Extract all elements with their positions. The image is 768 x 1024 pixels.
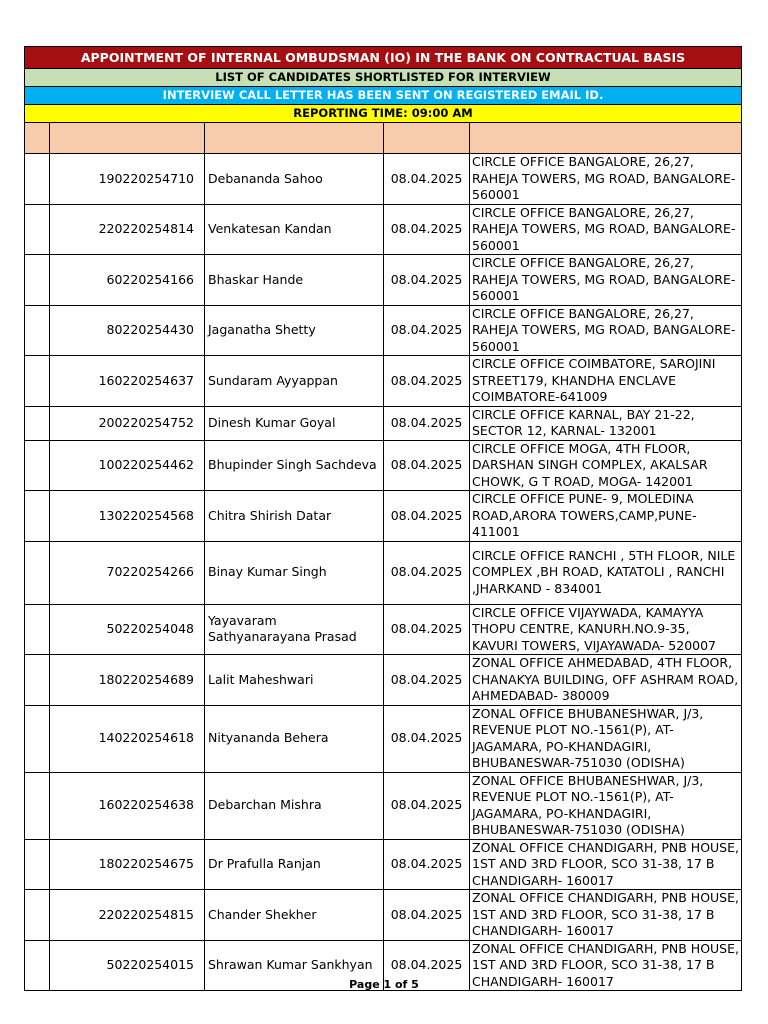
sheet-title: APPOINTMENT OF INTERNAL OMBUDSMAN (IO) IN THE BANK ON CONTRACTUAL BASIS [24,46,742,68]
interview-venue: ZONAL OFFICE AHMEDABAD, 4TH FLOOR, CHANAKYA BUILDING, OFF ASHRAM ROAD, AHMEDABAD- 380009 [470,655,742,706]
interview-venue: CIRCLE OFFICE BANGALORE, 26,27, RAHEJA TOWERS, MG ROAD, BANGALORE- 560001 [470,305,742,356]
application-number: 220220254814 [50,204,205,255]
candidate-name: Chander Shekher [205,890,384,941]
interview-date: 08.04.2025 [384,772,470,839]
row-spacer [25,604,50,655]
interview-venue: ZONAL OFFICE BHUBANESHWAR, J/3, REVENUE PLOT NO.-1561(P), AT-JAGAMARA, PO-KHANDAGIRI, BHUBANESWAR-751030 (ODISHA) [470,705,742,772]
interview-venue: CIRCLE OFFICE MOGA, 4TH FLOOR, DARSHAN SINGH COMPLEX, AKALSAR CHOWK, G T ROAD, MOGA- 142001 [470,440,742,491]
table-row [25,772,742,839]
table-row [25,839,742,890]
interview-venue: CIRCLE OFFICE KARNAL, BAY 21-22, SECTOR 12, KARNAL- 132001 [470,406,742,440]
candidate-name: Venkatesan Kandan [205,204,384,255]
table-row [25,491,742,542]
application-number: 100220254462 [50,440,205,491]
candidate-name: Bhaskar Hande [205,255,384,306]
interview-date: 08.04.2025 [384,406,470,440]
interview-date: 08.04.2025 [384,491,470,542]
interview-venue: ZONAL OFFICE BHUBANESHWAR, J/3, REVENUE PLOT NO.-1561(P), AT-JAGAMARA, PO-KHANDAGIRI, BHUBANESWAR-751030 (ODISHA) [470,772,742,839]
table-row [25,655,742,706]
interview-venue: CIRCLE OFFICE RANCHI , 5TH FLOOR, NILE COMPLEX ,BH ROAD, KATATOLI , RANCHI ,JHARKAND - 834001 [470,541,742,604]
application-number: 130220254568 [50,491,205,542]
interview-date: 08.04.2025 [384,154,470,205]
interview-venue: CIRCLE OFFICE VIJAYWADA, KAMAYYA THOPU CENTRE, KANURH.NO.9-35, KAVURI TOWERS, VIJAYAWADA- 520007 [470,604,742,655]
blank-header-row [25,123,742,154]
interview-date: 08.04.2025 [384,655,470,706]
table-row [25,255,742,306]
row-spacer [25,406,50,440]
interview-venue: CIRCLE OFFICE BANGALORE, 26,27, RAHEJA TOWERS, MG ROAD, BANGALORE- 560001 [470,154,742,205]
interview-date: 08.04.2025 [384,305,470,356]
table-row [25,705,742,772]
application-number: 190220254710 [50,154,205,205]
table-row [25,541,742,604]
interview-venue: CIRCLE OFFICE BANGALORE, 26,27, RAHEJA TOWERS, MG ROAD, BANGALORE- 560001 [470,204,742,255]
application-number: 70220254266 [50,541,205,604]
row-spacer [25,305,50,356]
table-row [25,305,742,356]
table-row [25,890,742,941]
candidate-name: Lalit Maheshwari [205,655,384,706]
row-spacer [25,204,50,255]
candidate-name: Yayavaram Sathyanarayana Prasad [205,604,384,655]
interview-date: 08.04.2025 [384,204,470,255]
candidate-name: Jaganatha Shetty [205,305,384,356]
table-row [25,440,742,491]
candidate-name: Debarchan Mishra [205,772,384,839]
interview-venue: CIRCLE OFFICE PUNE- 9, MOLEDINA ROAD,ARORA TOWERS,CAMP,PUNE- 411001 [470,491,742,542]
interview-venue: ZONAL OFFICE CHANDIGARH, PNB HOUSE, 1ST AND 3RD FLOOR, SCO 31-38, 17 B CHANDIGARH- 160017 [470,890,742,941]
interview-date: 08.04.2025 [384,604,470,655]
application-number: 160220254637 [50,356,205,407]
application-number: 180220254689 [50,655,205,706]
interview-date: 08.04.2025 [384,839,470,890]
application-number: 200220254752 [50,406,205,440]
interview-venue: ZONAL OFFICE CHANDIGARH, PNB HOUSE, 1ST AND 3RD FLOOR, SCO 31-38, 17 B CHANDIGARH- 160017 [470,940,742,991]
candidate-table [24,122,742,991]
row-spacer [25,491,50,542]
interview-date: 08.04.2025 [384,890,470,941]
reporting-time: REPORTING TIME: 09:00 AM [24,104,742,122]
interview-date: 08.04.2025 [384,356,470,407]
row-spacer [25,772,50,839]
sheet-subtitle: LIST OF CANDIDATES SHORTLISTED FOR INTERVIEW [24,68,742,86]
row-spacer [25,541,50,604]
interview-venue: CIRCLE OFFICE BANGALORE, 26,27, RAHEJA TOWERS, MG ROAD, BANGALORE- 560001 [470,255,742,306]
row-spacer [25,705,50,772]
application-number: 140220254618 [50,705,205,772]
email-notice: INTERVIEW CALL LETTER HAS BEEN SENT ON REGISTERED EMAIL ID. [24,86,742,104]
row-spacer [25,255,50,306]
application-number: 160220254638 [50,772,205,839]
application-number: 80220254430 [50,305,205,356]
candidate-name: Dinesh Kumar Goyal [205,406,384,440]
candidate-name: Nityananda Behera [205,705,384,772]
interview-date: 08.04.2025 [384,255,470,306]
candidate-name: Chitra Shirish Datar [205,491,384,542]
application-number: 50220254015 [50,940,205,991]
interview-date: 08.04.2025 [384,440,470,491]
candidate-name: Shrawan Kumar Sankhyan [205,940,384,991]
table-row [25,154,742,205]
candidate-sheet [24,46,742,991]
interview-date: 08.04.2025 [384,705,470,772]
application-number: 60220254166 [50,255,205,306]
interview-venue: ZONAL OFFICE CHANDIGARH, PNB HOUSE, 1ST AND 3RD FLOOR, SCO 31-38, 17 B CHANDIGARH- 160017 [470,839,742,890]
candidate-name: Sundaram Ayyappan [205,356,384,407]
table-row [25,204,742,255]
application-number: 50220254048 [50,604,205,655]
row-spacer [25,356,50,407]
page-number: Page 1 of 5 [349,978,419,991]
row-spacer [25,890,50,941]
row-spacer [25,154,50,205]
application-number: 220220254815 [50,890,205,941]
row-spacer [25,655,50,706]
table-row [25,604,742,655]
interview-date: 08.04.2025 [384,541,470,604]
interview-venue: CIRCLE OFFICE COIMBATORE, SAROJINI STREET179, KHANDHA ENCLAVE COIMBATORE-641009 [470,356,742,407]
application-number: 180220254675 [50,839,205,890]
candidate-name: Debananda Sahoo [205,154,384,205]
candidate-name: Bhupinder Singh Sachdeva [205,440,384,491]
table-row [25,406,742,440]
row-spacer [25,440,50,491]
candidate-name: Dr Prafulla Ranjan [205,839,384,890]
interview-date: 08.04.2025 [384,940,470,991]
candidate-name: Binay Kumar Singh [205,541,384,604]
table-row [25,356,742,407]
row-spacer [25,839,50,890]
